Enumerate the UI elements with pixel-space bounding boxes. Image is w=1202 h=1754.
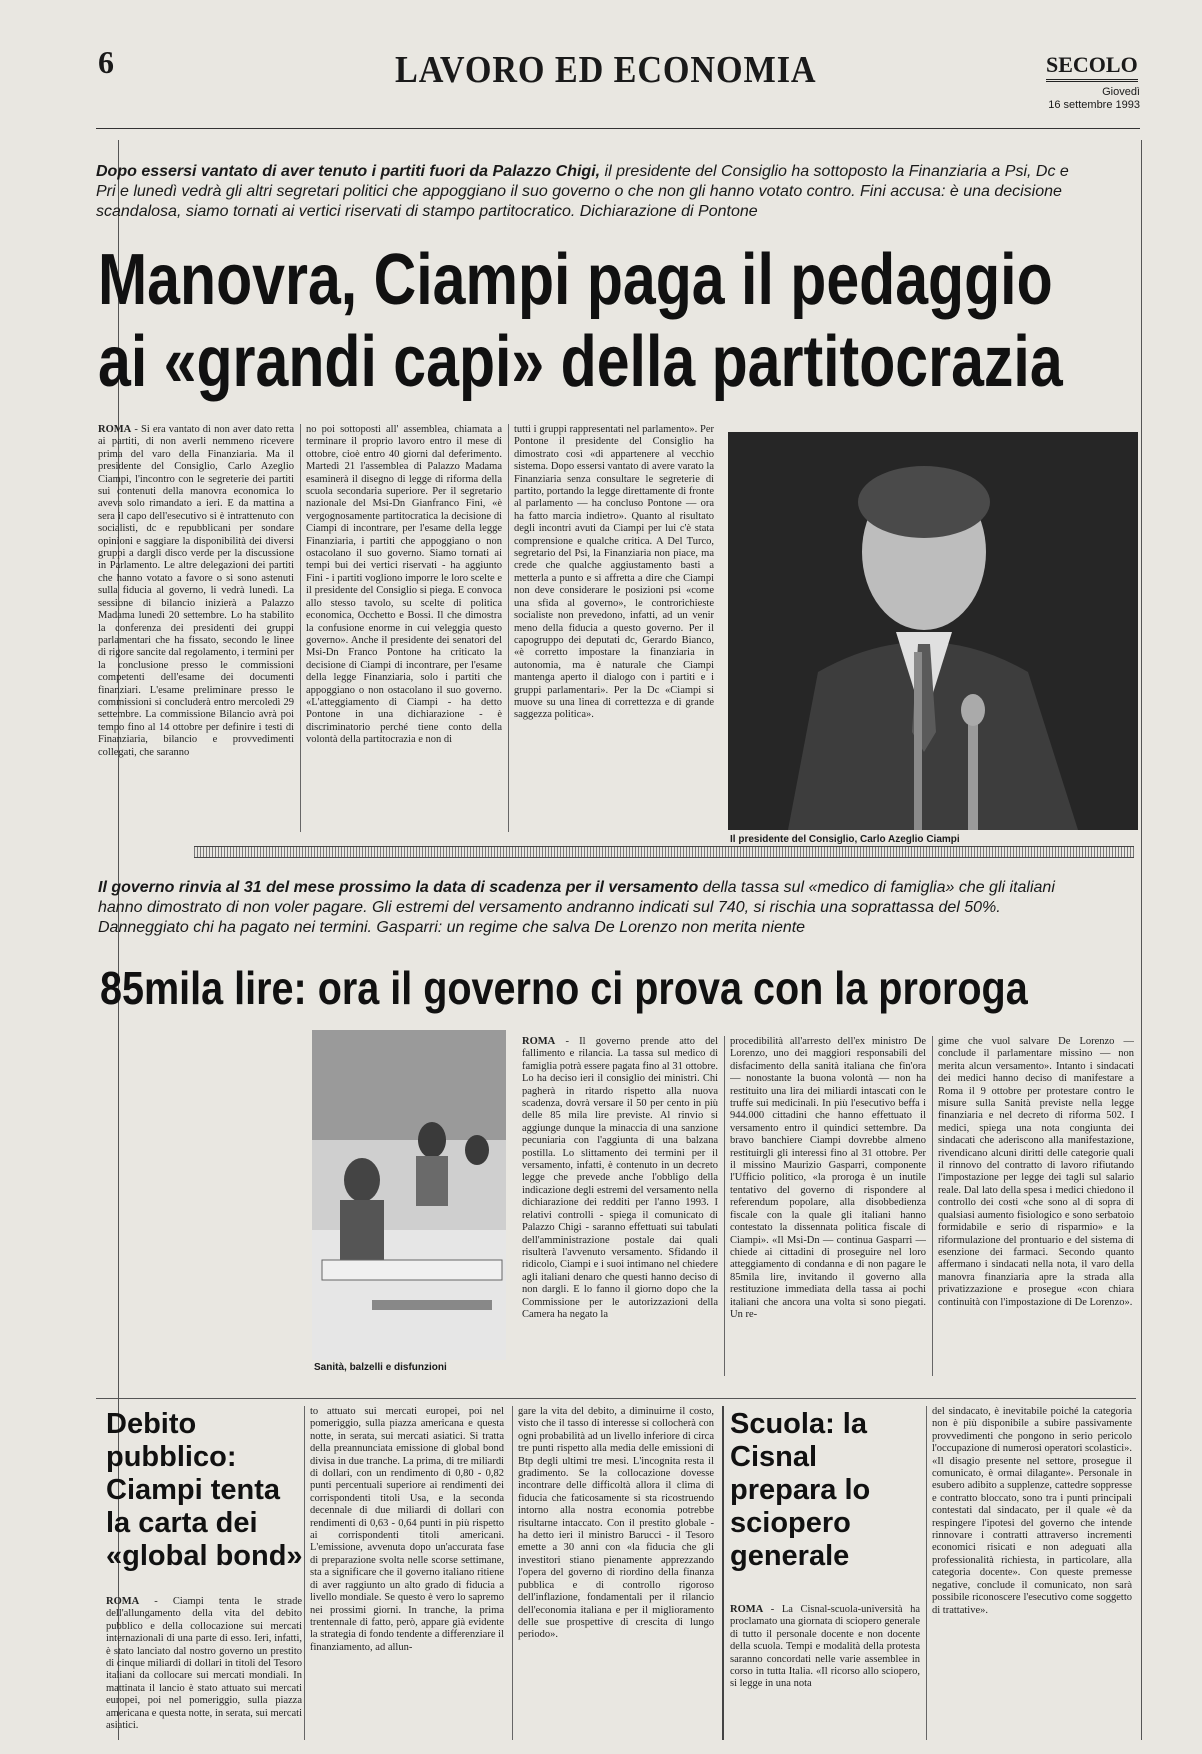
article2-kicker	[98, 878, 1088, 938]
column-divider	[300, 424, 301, 832]
article2-kicker-text: della tassa sul «medico di famiglia» che gli italiani hanno dimostrato di non voler pagare. Gli estremi del versamento andranno indicati sul 740, si rischia una soprattassa del 50%. Danneggiato chi ha pagato nei termini. Gasparri: un regime che salva De Lorenzo non merita niente	[98, 879, 1055, 936]
article3-headline: Debito pubblico: Ciampi tenta la carta dei «global bond»	[106, 1408, 303, 1572]
column-divider	[926, 1406, 927, 1740]
article2-column-1-text: - Il governo prende atto del fallimento e rilancia. La tassa sul medico di famiglia potrà essere pagata fino al 31 ottobre. Lo ha deciso ieri il consiglio dei ministri. Chi pagherà in ritardo rispetto alla nuova scadenza, dovrà versare il 50 per cento in più delle 85 mila lire previste. Al rinvio si aggiunge dunque la minaccia di una sanzione pecuniaria con l'aggiunta di una balzana postilla. Lo slittamento dei termini per il versamento, infatti, è contenuto in un decreto legge che prevede anche l'obbligo della indicazione degli estremi del versamento nella dichiarazione dei redditi per l'anno 1993. I relativi controlli - spiega il comunicato di Palazzo Chigi - saranno effettuati sui tabulati dell'amministrazione postale dai quali risulterà l'avvenuto versamento. Sfidando il ridicolo, Ciampi e i suoi intimano nel chiedere agli italiani denaro che questi hanno deciso di non dargli. E lo fanno il giorno dopo che la Commissione per le autorizzazioni della Camera ha negato la	[522, 1036, 718, 1320]
article1-kicker-bold: Dopo essersi vantato di aver tenuto i partiti fuori da Palazzo Chigi,	[96, 163, 601, 180]
article3-column-1	[106, 1596, 302, 1740]
article4-headline: Scuola: la Cisnal prepara lo sciopero generale	[730, 1408, 871, 1572]
article1-column-2: no poi sottoposti all' assemblea, chiamata a terminare il proprio lavoro entro il mese di ottobre, cioè entro 40 giorni dal deferimento. Martedì 21 l'assemblea di Palazzo Madama esaminerà il disegno di legge di riforma della scuola secondaria superiore. Per il segretario nazionale del Msi-Dn Gianfranco Fini, «è vergognosamente partitocratica la decisione di Ciampi di incontrare, per l'esame della legge Finanziaria, i partiti che appoggiano o non ostacolano il suo governo. Siamo tornati ai tempi bui dei vertici riservati - ha aggiunto Fini - i partiti vogliono imporre le loro scelte e il presidente del Consiglio si piega. E convoca allo stesso tavolo, su scelte di politica economica, Occhetto e Bossi. Il che dimostra la confusione enorme in cui veleggia questo governo». Anche il presidente dei senatori del Msi-Dn Franco Pontone ha criticato la decisione di Ciampi di incontrare, per l'esame della legge Finanziaria, solo i partiti che appoggiano o non ostacolano il suo governo. «L'atteggiamento di Ciampi - ha detto Pontone in una dichiarazione - è discriminatorio perché tiene conto della volontà della partitocrazia e non di	[306, 424, 502, 746]
issue-weekday: Giovedì	[1102, 86, 1140, 98]
article4-column-2: del sindacato, è inevitabile poiché la categoria non è più disponibile a subire passivamente provvedimenti che pongono in serio pericolo l'occupazione di numerosi operatori scolastici». «Il disagio presente nel settore, prosegue il comunicato, è ormai dilagante». Personale in esubero adibito a supplenze, cattedre soppresse e contratto bloccato, sono tra i punti principali contestati dal sindacato, per il quale «è da respingere l'ipotesi del governo che intende rinnovare i contratti attraverso incrementi economici risicati e non adeguati alla professionalità richiesta, in particolare, alla categoria docente». Con queste premesse negative, conclude il comunicato, non sarà possibile riconoscere l'esecutivo come soggetto di trattative».	[932, 1406, 1132, 1616]
article2-photo	[312, 1030, 506, 1360]
masthead-rule	[96, 128, 1140, 129]
column-divider	[508, 424, 509, 832]
section-rule	[96, 1398, 1136, 1399]
article2-dateline: ROMA	[522, 1036, 556, 1047]
article1-photo	[728, 432, 1138, 830]
article3-column-1-text: - Ciampi tenta le strade dell'allungamento della vita del debito pubblico e della collocazione sui mercati internazionali di una parte di esso. Ieri, infatti, è stato lanciato dal nostro governo un prestito di cinque miliardi di dollari in titoli del Tesoro italiani da collocare sui mercati mondiali. In mattinata il lancio è stato attuato sui mercati europei, poi nel pomeriggio, sulla piazza americana e questa notte, in serata, sui mercati asiatici.	[106, 1596, 302, 1732]
article4-dateline: ROMA	[730, 1604, 764, 1615]
column-divider	[932, 1036, 933, 1376]
newspaper-logo: SECOLO	[1046, 52, 1138, 82]
section-divider-band	[194, 846, 1134, 858]
issue-date	[1048, 86, 1140, 112]
article1-dateline: ROMA	[98, 424, 132, 435]
page-number: 6	[98, 44, 114, 80]
article4-column-1	[730, 1604, 920, 1740]
issue-date-value: 16 settembre 1993	[1048, 99, 1140, 111]
article2-kicker-bold: Il governo rinvia al 31 del mese prossimo la data di scadenza per il versamento	[98, 879, 699, 896]
article2-column-3: gime che vuol salvare De Lorenzo — conclude il parlamentare missino — non merita alcun versamento». Intanto i sindacati dei medici hanno deciso di manifestare a Roma il 9 ottobre per protestare contro le misure sulla Sanità previste nella legge finanziaria e nel decreto di riforma 502. I medici, spiega una nota congiunta dei sindacati che aderiscono alla manifestazione, rivendicano alcuni diritti delle categorie quali il rinnovo del contratto di lavoro rifiutando l'impostazione per legge dei tagli sul salario reale. Dal lato della spesa i medici chiedono il controllo dei costi «che sono al di sopra di qualsiasi aumento fisiologico e sono serbatoio formidabile e serio di risparmio» e la riformulazione del prontuario e del sistema di esenzione dei farmaci. Secondo quanto affermano i sindacati nella nota, il varo della manovra finanziaria apre la strada alla privatizzazione e prosegue «con chiara continuità con l'impostazione di De Lorenzo».	[938, 1036, 1134, 1308]
article1-column-3: tutti i gruppi rappresentati nel parlamento». Per Pontone il presidente del Consiglio ha dimostrato così «di appartenere al vecchio sistema. Dopo essersi vantato di avere varato la Finanziaria senza consultare le segreterie di partito, portando la legge direttamente di fronte al parlamento — ha concluso Pontone — ora ha fatto marcia indietro». Quanto al risultato degli incontri avuti da Ciampi per lui c'è stata comprensione e qualche critica. A Del Turco, segretario del Psi, la Finanziaria non piace, ma crede che qualche aggiustamento basti a metterla a punto e si affretta a dire che Ciampi non deve considerare le posizioni psi «come una sfida al governo», le controrichieste socialiste non prevedono, infatti, ad un venir meno della fiducia a questo governo. Per il capogruppo dei deputati dc, Gerardo Bianco, «è corretto impostare la finanziaria in autonomia, ma è naturale che Ciampi mantenga aperto il dialogo con i partiti e i gruppi parlamentari». Per la Dc «Ciampi si muove su una linea di correttezza e di grande saggezza politica».	[514, 424, 714, 721]
article2-photo-caption: Sanità, balzelli e disfunzioni	[314, 1362, 447, 1373]
article1-column-1	[98, 424, 294, 832]
article1-kicker-text: il presidente del Consiglio ha sottoposto la Finanziaria a Psi, Dc e Pri e lunedì vedrà gli altri segretari politici che appoggiano il suo governo o che non gli hanno votato contro. Fini accusa: è una decisione scandalosa, siamo tornati ai vertici riservati di stampo partitocratico. Dichiarazione di Pontone	[96, 163, 1069, 220]
article1-headline-line1: Manovra, Ciampi paga il pedaggio	[98, 240, 1053, 320]
column-divider	[724, 1036, 725, 1376]
article3-column-3: gare la vita del debito, a diminuirne il costo, visto che il tasso di interesse si collocherà con ogni probabilità ad un livello inferiore di circa tre punti rispetto alla media delle emissioni di Btp degli ultimi tre mesi. L'incognita resta il gradimento. Se la collocazione dovesse incontrare delle difficoltà allora il clima di fiducia che faticosamente si sta ricostruendo intorno alla nostra economia potrebbe risultarne intaccato. Con il prestito globale - ha detto ieri il ministro Barucci - il Tesoro emette a 30 anni con «la fiducia che gli investitori stiano pienamente apprezzando l'opera del governo di riordino della finanza pubblica e di controllo rigoroso dell'inflazione, fondamentali per il rilancio dell'economia italiana e per il miglioramento delle sue prospettive di crescita di lungo periodo».	[518, 1406, 714, 1641]
article-divider	[722, 1406, 724, 1740]
article4-column-1-text: - La Cisnal-scuola-università ha proclamato una giornata di sciopero generale di tutto il personale docente e non docente della scuola. Tempi e modalità della protesta saranno concordati nelle varie assemblee in corso in tutta Italia. «Il ricorso allo sciopero, si legge in una nota	[730, 1604, 920, 1690]
column-divider	[304, 1406, 305, 1740]
column-divider	[512, 1406, 513, 1740]
article1-photo-caption: Il presidente del Consiglio, Carlo Azeglio Ciampi	[730, 834, 960, 845]
article2-column-2: procedibilità all'arresto dell'ex ministro De Lorenzo, uno dei maggiori responsabili del disfacimento della sanità italiana che fin'ora — nonostante la buona volontà — non ha restituito una lira dei miliardi intascati con le truffe sui medicinali. In più l'esecutivo beffa i 944.000 cittadini che hanno effettuato il versamento entro il quindici settembre. Da bravo banchiere Ciampi dovrebbe almeno restituirgli gli interessi fino al 31 ottobre. Per il missino Maurizio Gasparri, componente l'Ufficio politico, «la proroga è un inutile tentativo del governo di rispondere al referendum popolare, alla disobbedienza fiscale con la quale gli italiani hanno contestato la dissennata politica fiscale di Ciampi». «Il Msi-Dn — continua Gasparri — chiede ai cittadini di proseguire nel loro atteggiamento di condanna e di non pagare le 85mila lire, invitando il governo alla restituzione immediata della tassa ai pochi italiani che ancora una volta si sono piegati. Un re-	[730, 1036, 926, 1320]
article1-headline-line2: ai «grandi capi» della partitocrazia	[98, 322, 1063, 402]
article2-column-1	[522, 1036, 718, 1376]
article1-column-1-text: - Si era vantato di non aver dato retta ai partiti, di non averli nemmeno ricevere prima del varo della Finanziaria. Ma il presidente del Consiglio, Carlo Azeglio Ciampi, l'incontro con le segreterie dei partiti sui contenuti della manovra economica lo aveva solo rimandato a ieri. E da mattina a sera il capo dell'esecutivo si è intrattenuto con socialisti, dc e repubblicani per sondare opinioni e saggiare la disponibilità dei diversi gruppi a dargli disco verde per la discussione in Parlamento. Le altre delegazioni dei partiti che hanno votato a favore o si sono astenuti sulla fiducia al governo, li vedrà lunedì. La sessione di bilancio inizierà a Palazzo Madama lunedì 20 settembre. Lo ha stabilito la conferenza dei presidenti dei gruppi parlamentari che ha fissato, secondo le linee di rigore sancite dal regolamento, i termini per la conclusione presso le commissioni competenti dell'esame dei documenti finanziari. L'esame preliminare presso le commissioni si concluderà entro mercoledì 29 settembre. La commissione Bilancio avrà poi tempo fino al 14 ottobre per definire i testi di Finanziaria, bilancio e provvedimenti collegati, che saranno	[98, 424, 294, 758]
section-title: LAVORO ED ECONOMIA	[395, 49, 817, 91]
article2-headline: 85mila lire: ora il governo ci prova con la proroga	[100, 962, 1028, 1014]
article1-kicker	[96, 162, 1086, 222]
article3-dateline: ROMA	[106, 1596, 140, 1607]
hospital-ward-illustration	[312, 1030, 506, 1360]
ciampi-portrait-illustration	[728, 432, 1138, 830]
article3-column-2: to attuato sui mercati europei, poi nel pomeriggio, sulla piazza americana e questa notte, in serata, sui mercati asiatici. Si tratta della preannunciata emissione di global bond divisa in due tranche. La prima, di tre miliardi di dollari, con un rendimento di 0,80 - 0,82 punti percentuali superiore ai rendimenti dei corrispondenti titoli Usa, e la seconda decennale di due miliardi di dollari con rendimenti di 0,63 - 0,64 punti in più rispetto ai corrispondenti titoli americani. L'emissione, avvenuta dopo un'accurata fase di preparazione svolta nelle scorse settimane, sta a significare che il governo italiano ritiene di aver raggiunto un alto grado di fiducia a livello mondiale. Se questo è vero lo sapremo nei prossimi giorni. In tranche, la prima trentennale di fatto, però, appare già evidente la strategia di fondo tendente a differenziare il finanziamento, ad allun-	[310, 1406, 504, 1653]
